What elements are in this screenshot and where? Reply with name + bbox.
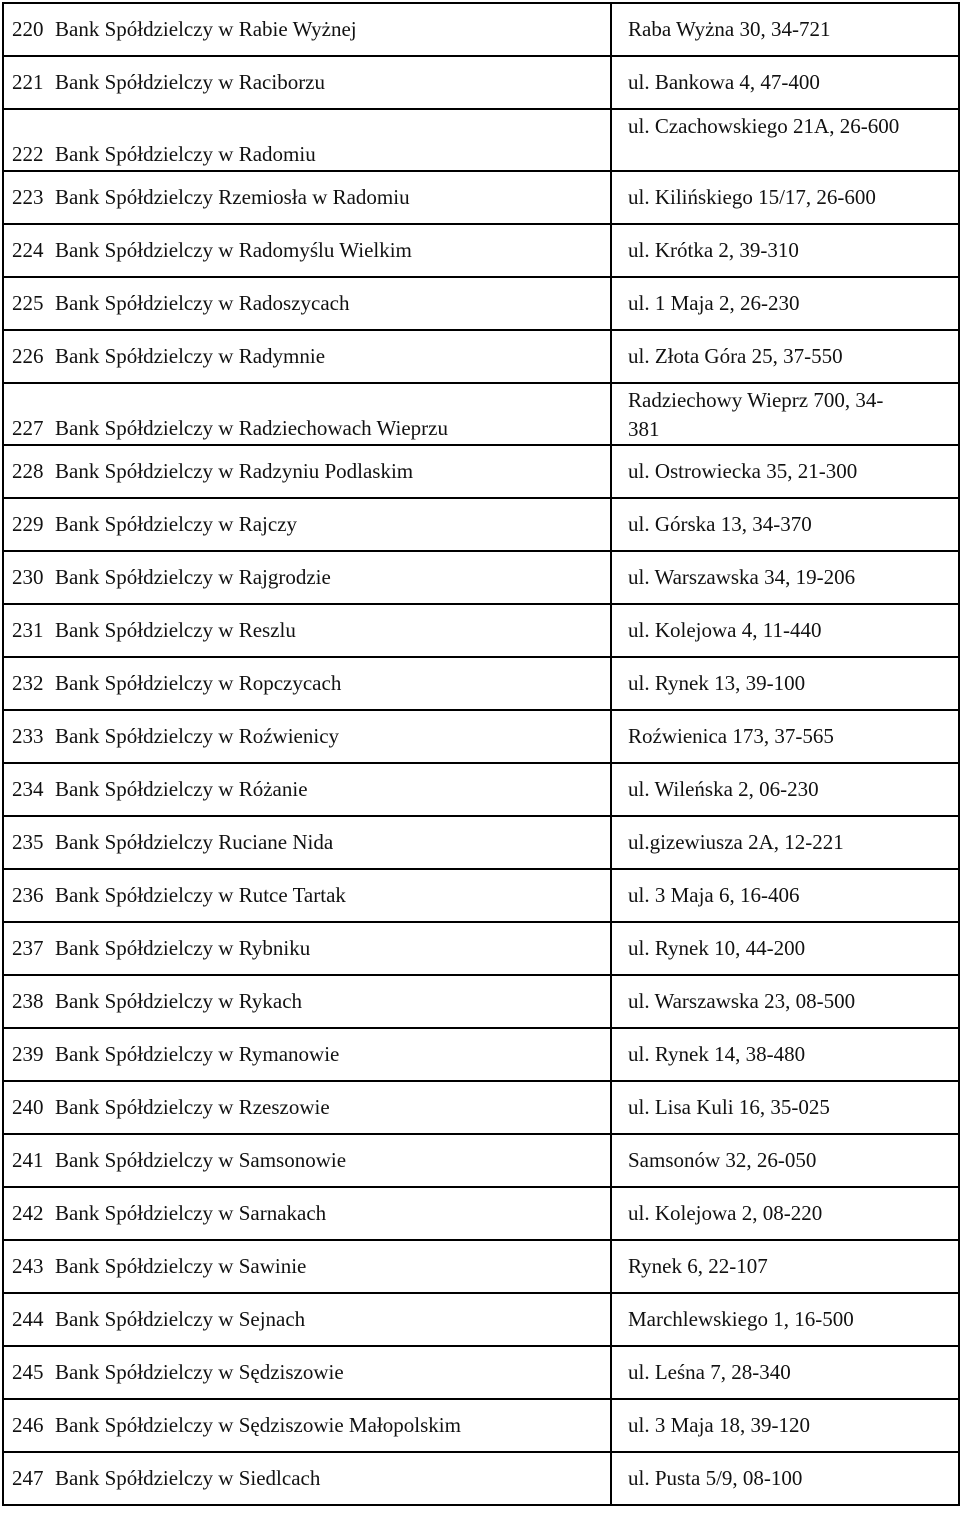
table-row — [3, 445, 959, 498]
bank-address-cell — [611, 1028, 959, 1081]
bank-address: ul. 3 Maja 6, 16-406 — [628, 883, 800, 907]
row-number: 234 — [3, 763, 55, 816]
bank-address: ul. Złota Góra 25, 37-550 — [628, 344, 843, 368]
row-number: 229 — [3, 498, 55, 551]
bank-address-cell — [611, 445, 959, 498]
row-number: 235 — [3, 816, 55, 869]
table-row — [3, 1081, 959, 1134]
row-number: 242 — [3, 1187, 55, 1240]
row-number: 238 — [3, 975, 55, 1028]
row-number: 240 — [3, 1081, 55, 1134]
row-number: 241 — [3, 1134, 55, 1187]
bank-address-cell — [611, 816, 959, 869]
bank-address-cell — [611, 1134, 959, 1187]
bank-address: Roźwienica 173, 37-565 — [628, 724, 834, 748]
row-number: 222 — [3, 109, 55, 171]
row-number: 237 — [3, 922, 55, 975]
bank-address-cell — [611, 1187, 959, 1240]
bank-address: ul. Warszawska 34, 19-206 — [628, 565, 856, 589]
bank-address-cell — [611, 171, 959, 224]
bank-address-cell — [611, 109, 959, 171]
bank-name: Bank Spółdzielczy w Ropczycach — [55, 657, 611, 710]
bank-name: Bank Spółdzielczy w Radomyślu Wielkim — [55, 224, 611, 277]
row-number: 227 — [3, 383, 55, 445]
bank-address-cell — [611, 551, 959, 604]
row-number: 239 — [3, 1028, 55, 1081]
bank-address: ul. Rynek 13, 39-100 — [628, 671, 806, 695]
row-number: 245 — [3, 1346, 55, 1399]
row-number: 220 — [3, 3, 55, 56]
bank-address-cell — [611, 1452, 959, 1505]
bank-address: Samsonów 32, 26-050 — [628, 1148, 817, 1172]
row-number: 231 — [3, 604, 55, 657]
bank-address-cell — [611, 710, 959, 763]
table-row — [3, 224, 959, 277]
bank-address: ul. Bankowa 4, 47-400 — [628, 70, 820, 94]
bank-name: Bank Spółdzielczy w Radomiu — [55, 109, 611, 171]
row-number: 232 — [3, 657, 55, 710]
bank-name: Bank Spółdzielczy w Rzeszowie — [55, 1081, 611, 1134]
table-row — [3, 763, 959, 816]
bank-name: Bank Spółdzielczy w Roźwienicy — [55, 710, 611, 763]
table-row — [3, 922, 959, 975]
table-row — [3, 330, 959, 383]
bank-name: Bank Spółdzielczy w Sędziszowie Małopolskim — [55, 1399, 611, 1452]
table-row — [3, 1240, 959, 1293]
bank-name: Bank Spółdzielczy w Rabie Wyżnej — [55, 3, 611, 56]
bank-address-cell — [611, 56, 959, 109]
bank-name: Bank Spółdzielczy w Radziechowach Wieprzu — [55, 383, 611, 445]
bank-name: Bank Spółdzielczy w Siedlcach — [55, 1452, 611, 1505]
bank-address: ul. Krótka 2, 39-310 — [628, 238, 799, 262]
bank-address-cell — [611, 224, 959, 277]
bank-name: Bank Spółdzielczy w Raciborzu — [55, 56, 611, 109]
bank-name: Bank Spółdzielczy w Radymnie — [55, 330, 611, 383]
bank-name: Bank Spółdzielczy w Sędziszowie — [55, 1346, 611, 1399]
bank-name: Bank Spółdzielczy w Rajgrodzie — [55, 551, 611, 604]
bank-name: Bank Spółdzielczy w Rykach — [55, 975, 611, 1028]
bank-name: Bank Spółdzielczy w Rybniku — [55, 922, 611, 975]
bank-address: ul. Kolejowa 2, 08-220 — [628, 1201, 823, 1225]
bank-address-cell — [611, 869, 959, 922]
table-row — [3, 869, 959, 922]
bank-address-cell — [611, 975, 959, 1028]
bank-address-cell — [611, 498, 959, 551]
bank-address: ul. Leśna 7, 28-340 — [628, 1360, 791, 1384]
row-number: 244 — [3, 1293, 55, 1346]
bank-name: Bank Spółdzielczy w Samsonowie — [55, 1134, 611, 1187]
table-row — [3, 56, 959, 109]
bank-address-cell — [611, 1346, 959, 1399]
table-row — [3, 975, 959, 1028]
bank-name: Bank Spółdzielczy w Radzyniu Podlaskim — [55, 445, 611, 498]
bank-name: Bank Spółdzielczy w Reszlu — [55, 604, 611, 657]
bank-name: Bank Spółdzielczy w Rutce Tartak — [55, 869, 611, 922]
bank-address-cell — [611, 1399, 959, 1452]
table-row — [3, 1293, 959, 1346]
row-number: 247 — [3, 1452, 55, 1505]
table-row — [3, 498, 959, 551]
row-number: 246 — [3, 1399, 55, 1452]
row-number: 243 — [3, 1240, 55, 1293]
bank-address: ul. Rynek 10, 44-200 — [628, 936, 806, 960]
table-row — [3, 1134, 959, 1187]
table-row — [3, 816, 959, 869]
table-row — [3, 109, 959, 171]
bank-address: ul. 1 Maja 2, 26-230 — [628, 291, 800, 315]
bank-name: Bank Spółdzielczy w Radoszycach — [55, 277, 611, 330]
bank-address: Raba Wyżna 30, 34-721 — [628, 17, 831, 41]
table-row — [3, 604, 959, 657]
bank-name: Bank Spółdzielczy w Rymanowie — [55, 1028, 611, 1081]
bank-table-body — [3, 3, 959, 1505]
bank-address: ul. Lisa Kuli 16, 35-025 — [628, 1095, 830, 1119]
bank-address: ul. Warszawska 23, 08-500 — [628, 989, 856, 1013]
table-row — [3, 1028, 959, 1081]
bank-name: Bank Spółdzielczy w Różanie — [55, 763, 611, 816]
bank-address-cell — [611, 763, 959, 816]
row-number: 233 — [3, 710, 55, 763]
bank-table — [2, 2, 960, 1506]
row-number: 236 — [3, 869, 55, 922]
bank-address: ul. Wileńska 2, 06-230 — [628, 777, 819, 801]
bank-address: ul. Górska 13, 34-370 — [628, 512, 812, 536]
row-number: 221 — [3, 56, 55, 109]
bank-name: Bank Spółdzielczy Ruciane Nida — [55, 816, 611, 869]
bank-address: ul. Rynek 14, 38-480 — [628, 1042, 806, 1066]
bank-address: ul. Pusta 5/9, 08-100 — [628, 1466, 803, 1490]
bank-address: ul. Kolejowa 4, 11-440 — [628, 618, 822, 642]
bank-address-cell — [611, 922, 959, 975]
bank-address: ul.gizewiusza 2A, 12-221 — [628, 830, 844, 854]
bank-address-cell — [611, 330, 959, 383]
bank-address-cell — [611, 604, 959, 657]
table-row — [3, 383, 959, 445]
bank-address: Radziechowy Wieprz 700, 34-381 — [628, 388, 884, 441]
row-number: 226 — [3, 330, 55, 383]
table-row — [3, 710, 959, 763]
bank-address: Marchlewskiego 1, 16-500 — [628, 1307, 854, 1331]
bank-address-cell — [611, 1081, 959, 1134]
table-row — [3, 1452, 959, 1505]
row-number: 228 — [3, 445, 55, 498]
bank-name: Bank Spółdzielczy w Sejnach — [55, 1293, 611, 1346]
row-number: 223 — [3, 171, 55, 224]
bank-name: Bank Spółdzielczy w Rajczy — [55, 498, 611, 551]
table-row — [3, 551, 959, 604]
table-row — [3, 1346, 959, 1399]
bank-address: Rynek 6, 22-107 — [628, 1254, 768, 1278]
bank-address-cell — [611, 657, 959, 710]
row-number: 230 — [3, 551, 55, 604]
table-row — [3, 1399, 959, 1452]
bank-address: ul. Ostrowiecka 35, 21-300 — [628, 459, 858, 483]
bank-name: Bank Spółdzielczy Rzemiosła w Radomiu — [55, 171, 611, 224]
bank-name: Bank Spółdzielczy w Sarnakach — [55, 1187, 611, 1240]
bank-name: Bank Spółdzielczy w Sawinie — [55, 1240, 611, 1293]
table-row — [3, 657, 959, 710]
bank-address: ul. Czachowskiego 21A, 26-600 — [628, 114, 900, 138]
row-number: 225 — [3, 277, 55, 330]
table-row — [3, 1187, 959, 1240]
table-row — [3, 3, 959, 56]
row-number: 224 — [3, 224, 55, 277]
bank-address-cell — [611, 3, 959, 56]
table-row — [3, 277, 959, 330]
bank-address-cell — [611, 277, 959, 330]
bank-address-cell — [611, 1240, 959, 1293]
bank-address: ul. Kilińskiego 15/17, 26-600 — [628, 185, 876, 209]
table-row — [3, 171, 959, 224]
bank-address-cell — [611, 1293, 959, 1346]
bank-address: ul. 3 Maja 18, 39-120 — [628, 1413, 810, 1437]
bank-address-cell — [611, 383, 959, 445]
